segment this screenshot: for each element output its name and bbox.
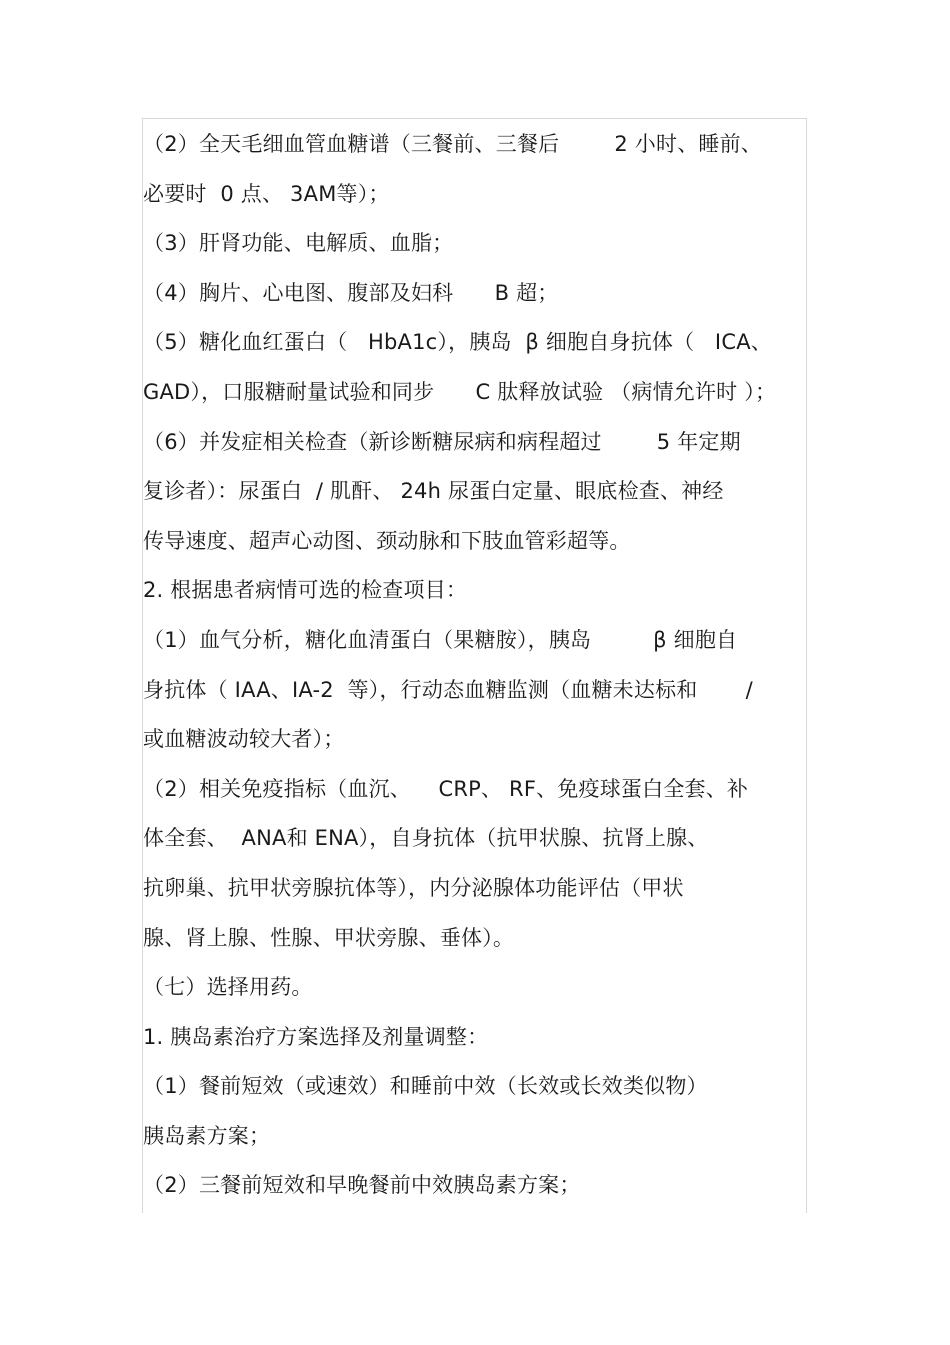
text-line: （1）餐前短效（或速效）和睡前中效（长效或长效类似物） [143,1074,708,1099]
text-line: 体全套、 ANA和 ENA），自身抗体（抗甲状腺、抗肾上腺、 [143,826,709,851]
text-line: 必要时 0 点、 3AM等）； [143,181,390,206]
text-line: GAD），口服糖耐量试验和同步 C 肽释放试验 （病情允许时 ）； [143,379,777,404]
text-line: 或血糖波动较大者）； [143,727,345,752]
text-line: （1）血气分析，糖化血清蛋白（果糖胺），胰岛 β 细胞自 [143,627,738,652]
text-line: （2）全天毛细血管血糖谱（三餐前、三餐后 2 小时、睡前、 [143,132,762,156]
text-line: 身抗体（ IAA、IA-2 等），行动态血糖监测（血糖未达标和 / [143,677,753,702]
text-line: （2）三餐前短效和早晚餐前中效胰岛素方案； [143,1173,581,1198]
section-heading: 1. 胰岛素治疗方案选择及剂量调整： [143,1024,489,1049]
text-line: （2）相关免疫指标（血沉、 CRP、 RF、免疫球蛋白全套、补 [143,776,749,801]
text-line: 抗卵巢、抗甲状旁腺抗体等），内分泌腺体功能评估（甲状 [143,875,684,900]
text-line: （6）并发症相关检查（新诊断糖尿病和病程超过 5 年定期 [143,429,741,454]
text-line: 复诊者）：尿蛋白 / 肌酐、 24h 尿蛋白定量、眼底检查、神经 [143,479,724,504]
document-body [143,120,813,1211]
text-line: （3）肝肾功能、电解质、血脂； [143,231,454,256]
text-line: （4）胸片、心电图、腹部及妇科 B 超； [143,280,559,305]
section-heading: （七）选择用药。 [143,975,313,1000]
section-heading: 2. 根据患者病情可选的检查项目： [143,578,468,603]
text-line: 传导速度、超声心动图、颈动脉和下肢血管彩超等。 [143,528,631,553]
text-line: 胰岛素方案； [143,1123,271,1148]
text-line: 腺、肾上腺、性腺、甲状旁腺、垂体）。 [143,925,515,950]
text-line: （5）糖化血红蛋白（ HbA1c），胰岛 β 细胞自身抗体（ ICA、 [143,330,772,355]
